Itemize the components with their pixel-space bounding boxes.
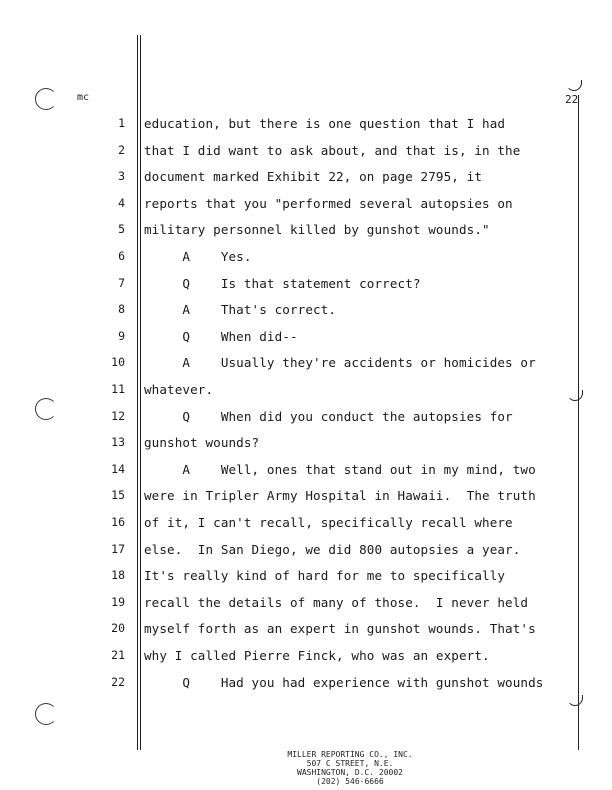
transcript-line bbox=[0, 243, 612, 270]
line-number: 7 bbox=[118, 275, 125, 290]
line-text: Q Is that statement correct? bbox=[144, 275, 421, 291]
footer-city: WASHINGTON, D.C. 20002 bbox=[297, 768, 403, 777]
line-text: why I called Pierre Finck, who was an expert. bbox=[144, 648, 490, 663]
transcript-line bbox=[0, 110, 612, 137]
line-number: 9 bbox=[118, 328, 125, 343]
line-number: 10 bbox=[111, 355, 125, 370]
line-number: 11 bbox=[111, 382, 125, 396]
transcript-line bbox=[0, 589, 612, 616]
transcript-line bbox=[0, 190, 612, 217]
line-text: A That's correct. bbox=[144, 302, 337, 318]
line-text: It's really kind of hard for me to specifically bbox=[144, 568, 506, 584]
transcript-line bbox=[0, 376, 612, 403]
line-number: 15 bbox=[111, 488, 125, 503]
punch-hole-bottom bbox=[35, 703, 57, 725]
line-text: whatever. bbox=[144, 382, 214, 397]
line-text: else. In San Diego, we did 800 autopsies a year. bbox=[144, 541, 521, 557]
transcript-line bbox=[0, 642, 612, 669]
line-text: A Well, ones that stand out in my mind, two bbox=[144, 461, 536, 477]
reporter-footer bbox=[240, 750, 460, 786]
check-mark-top bbox=[566, 80, 582, 91]
transcript-line bbox=[0, 669, 612, 696]
reporter-initials: mc bbox=[77, 92, 90, 103]
line-number: 13 bbox=[111, 435, 125, 450]
line-text: recall the details of many of those. I never held bbox=[144, 594, 529, 610]
line-number: 20 bbox=[111, 621, 125, 636]
line-number: 16 bbox=[111, 515, 125, 529]
line-text: myself forth as an expert in gunshot wounds. That's bbox=[144, 621, 536, 637]
transcript-line bbox=[0, 482, 612, 509]
transcript-line bbox=[0, 562, 612, 589]
line-number: 4 bbox=[118, 195, 125, 210]
line-text: A Yes. bbox=[144, 249, 252, 264]
line-number: 1 bbox=[118, 116, 125, 130]
line-number: 5 bbox=[118, 222, 125, 237]
check-mark-bottom bbox=[567, 695, 583, 706]
transcript-line bbox=[0, 216, 612, 243]
line-number: 6 bbox=[118, 249, 125, 263]
transcript-line bbox=[0, 323, 612, 350]
footer-company: MILLER REPORTING CO., INC. bbox=[287, 750, 413, 759]
line-text: document marked Exhibit 22, on page 2795, it bbox=[144, 169, 483, 185]
transcript-line bbox=[0, 270, 612, 297]
line-number: 18 bbox=[111, 568, 125, 583]
line-number: 14 bbox=[111, 461, 125, 476]
punch-hole-top bbox=[35, 88, 57, 110]
line-text: Q When did-- bbox=[144, 328, 298, 344]
transcript-line bbox=[0, 615, 612, 642]
line-text: that I did want to ask about, and that is, in the bbox=[144, 142, 521, 158]
line-text: military personnel killed by gunshot wounds." bbox=[144, 222, 490, 238]
line-text: gunshot wounds? bbox=[144, 435, 260, 451]
line-text: Q When did you conduct the autopsies for bbox=[144, 408, 513, 424]
line-number: 22 bbox=[111, 674, 125, 689]
transcript-line bbox=[0, 509, 612, 536]
line-text: were in Tripler Army Hospital in Hawaii. The truth bbox=[144, 488, 536, 504]
line-number: 8 bbox=[118, 302, 125, 317]
line-text: reports that you "performed several autopsies on bbox=[144, 195, 513, 211]
line-number: 19 bbox=[111, 594, 125, 609]
line-text: of it, I can't recall, specifically recall where bbox=[144, 515, 513, 530]
transcript-line bbox=[0, 296, 612, 323]
line-text: education, but there is one question that I had bbox=[144, 116, 506, 131]
line-text: A Usually they're accidents or homicides or bbox=[144, 355, 536, 371]
footer-street: 507 C STREET, N.E. bbox=[306, 759, 394, 768]
line-number: 21 bbox=[111, 648, 125, 662]
transcript-line bbox=[0, 429, 612, 456]
transcript-line bbox=[0, 536, 612, 563]
footer-phone: (202) 546-6666 bbox=[316, 777, 384, 786]
line-number: 12 bbox=[111, 408, 125, 423]
transcript-line bbox=[0, 163, 612, 190]
line-text: Q Had you had experience with gunshot wounds bbox=[144, 674, 544, 690]
line-number: 3 bbox=[118, 169, 125, 184]
page-number: 22 bbox=[565, 93, 579, 106]
transcript-line bbox=[0, 349, 612, 376]
transcript-line bbox=[0, 137, 612, 164]
line-number: 2 bbox=[118, 142, 125, 157]
transcript-line bbox=[0, 456, 612, 483]
transcript-line bbox=[0, 403, 612, 430]
line-number: 17 bbox=[111, 541, 125, 556]
